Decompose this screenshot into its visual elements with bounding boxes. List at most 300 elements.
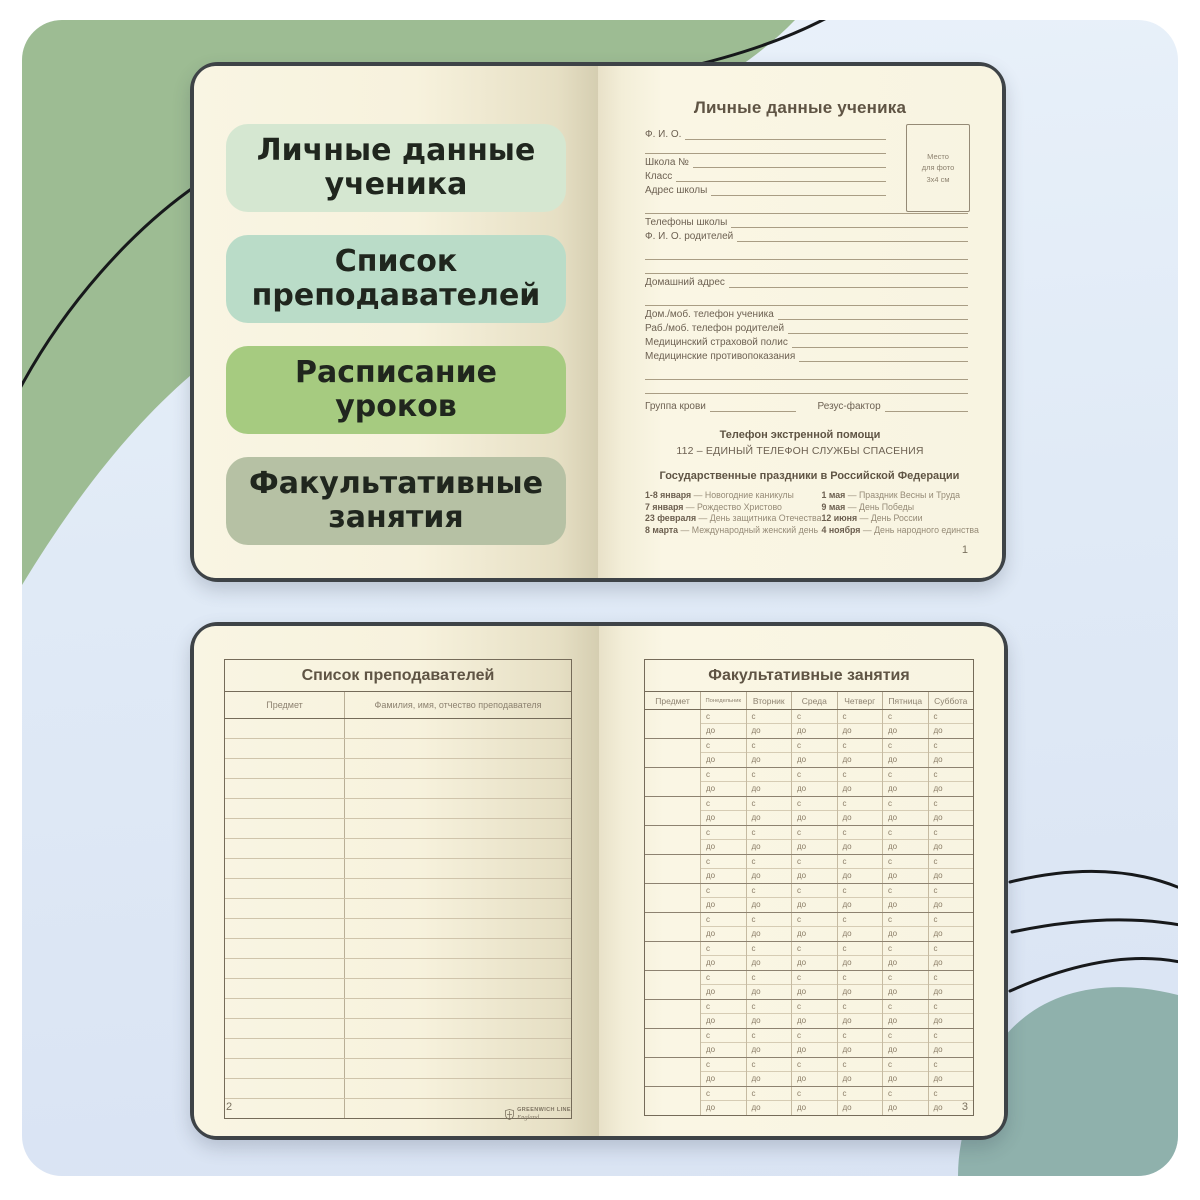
time-to-cell: до (888, 958, 898, 967)
page-title: Личные данные ученика (693, 98, 907, 117)
time-from-cell: с (838, 768, 883, 782)
holiday-name: — Новогодние каникулы (691, 490, 794, 500)
day-cell (700, 1029, 746, 1057)
time-to-cell: до (797, 871, 807, 880)
time-from-cell: с (701, 971, 746, 985)
teachers-list-page (194, 626, 599, 1136)
form-field-line (645, 379, 968, 394)
day-cell (837, 1000, 883, 1028)
form-row (645, 246, 968, 260)
form-field-label: Ф. И. О. родителей (645, 231, 734, 242)
time-to-cell: до (842, 900, 852, 909)
time-from-cell: с (883, 710, 928, 724)
time-to-cell: до (933, 1016, 943, 1025)
day-cell (882, 1000, 928, 1028)
elective-row (645, 1058, 973, 1087)
teacher-name-cell (345, 799, 571, 818)
day-cell (928, 913, 974, 941)
time-from-cell: с (701, 884, 746, 898)
form-field-line (731, 213, 968, 228)
time-from-cell: с (883, 768, 928, 782)
day-cell (700, 942, 746, 970)
section-label-list (194, 66, 598, 545)
subject-cell (225, 899, 345, 918)
time-from-cell: с (838, 942, 883, 956)
section-label: Факультативные занятия (226, 457, 566, 545)
form-field-label: Школа № (645, 157, 689, 168)
time-to-cell: до (751, 726, 761, 735)
holiday-item (822, 513, 979, 525)
holiday-date: 23 февраля (645, 513, 697, 523)
subject-cell (645, 1058, 700, 1086)
day-cell (791, 739, 837, 767)
day-cell (746, 1029, 792, 1057)
time-from-cell: с (701, 1087, 746, 1101)
teacher-name-cell (345, 1039, 571, 1058)
form-field-label: Медицинские противопоказания (645, 351, 796, 362)
time-to-cell: до (933, 929, 943, 938)
time-to-cell: до (751, 987, 761, 996)
time-from-cell: с (838, 1000, 883, 1014)
table-row (225, 939, 571, 959)
teacher-name-cell (345, 959, 571, 978)
time-from-cell: с (929, 826, 974, 840)
table-row (225, 739, 571, 759)
time-to-cell: до (751, 1103, 761, 1112)
day-cell (928, 971, 974, 999)
subject-cell (225, 1039, 345, 1058)
form-row (645, 398, 968, 412)
time-from-cell: с (792, 826, 837, 840)
holiday-item (645, 502, 822, 514)
form-field-label: Адрес школы (645, 185, 708, 196)
time-to-cell: до (706, 813, 716, 822)
subject-cell (645, 768, 700, 796)
time-to-cell: до (797, 784, 807, 793)
elective-row (645, 942, 973, 971)
form-field (645, 398, 796, 412)
teachers-table-body (225, 719, 571, 1118)
time-to-cell: до (751, 900, 761, 909)
holiday-name: — День России (857, 513, 923, 523)
day-cell (700, 710, 746, 738)
time-from-cell: с (701, 942, 746, 956)
form-row (645, 168, 968, 182)
day-cell (882, 1029, 928, 1057)
form-field-line (737, 227, 968, 242)
time-to-cell: до (797, 1074, 807, 1083)
holiday-date: 12 июня (821, 513, 858, 523)
day-cell (791, 913, 837, 941)
time-to-cell: до (842, 755, 852, 764)
time-from-cell: с (929, 1000, 974, 1014)
time-to-cell: до (751, 871, 761, 880)
time-from-cell: с (883, 1000, 928, 1014)
time-to-cell: до (706, 784, 716, 793)
time-to-cell: до (706, 1045, 716, 1054)
day-cell (837, 797, 883, 825)
elective-row (645, 797, 973, 826)
day-cell (928, 797, 974, 825)
subject-cell (645, 797, 700, 825)
subject-cell (225, 839, 345, 858)
day-cell (791, 797, 837, 825)
time-to-cell: до (933, 813, 943, 822)
time-to-cell: до (933, 871, 943, 880)
time-from-cell: с (792, 913, 837, 927)
day-cell (928, 942, 974, 970)
elective-row (645, 855, 973, 884)
day-cell (928, 768, 974, 796)
column-day: Среда (791, 692, 837, 709)
time-from-cell: с (701, 855, 746, 869)
time-from-cell: с (929, 913, 974, 927)
day-cell (837, 855, 883, 883)
time-to-cell: до (706, 929, 716, 938)
subject-cell (645, 739, 700, 767)
time-to-cell: до (888, 842, 898, 851)
time-from-cell: с (792, 710, 837, 724)
time-from-cell: с (747, 971, 792, 985)
day-cell (746, 1087, 792, 1115)
time-to-cell: до (842, 987, 852, 996)
elective-row (645, 884, 973, 913)
form-field-line (778, 305, 968, 320)
elective-row (645, 1029, 973, 1058)
table-row (225, 1079, 571, 1099)
form-field-line (645, 259, 968, 274)
day-cell (746, 768, 792, 796)
time-to-cell: до (751, 842, 761, 851)
day-cell (837, 710, 883, 738)
time-to-cell: до (842, 1045, 852, 1054)
teachers-table (224, 659, 572, 1119)
photo-placeholder-line: для фото (921, 163, 955, 173)
teacher-name-cell (345, 1059, 571, 1078)
subject-cell (645, 884, 700, 912)
elective-row (645, 739, 973, 768)
time-from-cell: с (838, 710, 883, 724)
time-from-cell: с (701, 797, 746, 811)
day-cell (882, 739, 928, 767)
time-to-cell: до (706, 871, 716, 880)
day-cell (882, 884, 928, 912)
form-field-label: Группа крови (645, 401, 706, 412)
time-from-cell: с (701, 1000, 746, 1014)
subject-cell (225, 1059, 345, 1078)
time-to-cell: до (888, 1103, 898, 1112)
time-from-cell: с (701, 710, 746, 724)
brand-name: GREENWICH LINE (517, 1107, 571, 1113)
day-cell (882, 942, 928, 970)
table-row (225, 719, 571, 739)
time-from-cell: с (747, 1000, 792, 1014)
day-cell (746, 913, 792, 941)
column-subject: Предмет (655, 695, 690, 706)
form-field-line (645, 199, 968, 214)
time-to-cell: до (933, 987, 943, 996)
table-row (225, 959, 571, 979)
elective-row (645, 913, 973, 942)
subject-cell (225, 779, 345, 798)
time-to-cell: до (706, 900, 716, 909)
time-from-cell: с (929, 768, 974, 782)
time-to-cell: до (797, 842, 807, 851)
holiday-name: — День защитника Отечества (696, 513, 822, 523)
time-from-cell: с (929, 884, 974, 898)
time-to-cell: до (888, 1074, 898, 1083)
subject-cell (645, 1029, 700, 1057)
form-field-line (645, 291, 968, 306)
time-from-cell: с (701, 1029, 746, 1043)
day-cell (928, 710, 974, 738)
elective-row (645, 1000, 973, 1029)
table-row (225, 759, 571, 779)
teacher-name-cell (345, 719, 571, 738)
day-cell (746, 942, 792, 970)
time-from-cell: с (747, 797, 792, 811)
day-cell (837, 768, 883, 796)
holiday-item (645, 490, 822, 502)
arc-line-3 (1010, 959, 1178, 991)
time-to-cell: до (797, 726, 807, 735)
time-from-cell: с (792, 739, 837, 753)
time-from-cell: с (838, 1087, 883, 1101)
holiday-date: 1 мая (821, 490, 846, 500)
day-cell (837, 1058, 883, 1086)
day-cell (837, 971, 883, 999)
day-cell (882, 1087, 928, 1115)
subject-cell (225, 719, 345, 738)
arc-line-2 (1012, 920, 1178, 932)
form-field-line (693, 153, 886, 168)
teacher-name-cell (345, 999, 571, 1018)
table-row (225, 1039, 571, 1059)
time-to-cell: до (842, 842, 852, 851)
day-cell (746, 739, 792, 767)
time-to-cell: до (933, 726, 943, 735)
teacher-name-cell (345, 819, 571, 838)
time-to-cell: до (797, 958, 807, 967)
day-cell (700, 1087, 746, 1115)
electives-table-body (645, 710, 973, 1115)
form-field-line (710, 397, 796, 412)
day-cell (928, 884, 974, 912)
time-to-cell: до (751, 1074, 761, 1083)
form-row (645, 348, 968, 362)
time-from-cell: с (883, 739, 928, 753)
time-from-cell: с (747, 1058, 792, 1072)
time-to-cell: до (797, 987, 807, 996)
form-field-line (711, 181, 886, 196)
time-to-cell: до (797, 1045, 807, 1054)
table-row (225, 899, 571, 919)
subject-cell (645, 1087, 700, 1115)
personal-data-form (645, 126, 968, 412)
time-from-cell: с (929, 1087, 974, 1101)
time-from-cell: с (747, 710, 792, 724)
time-to-cell: до (888, 1045, 898, 1054)
day-cell (700, 913, 746, 941)
day-cell (791, 1087, 837, 1115)
form-row (645, 292, 968, 306)
form-row (645, 334, 968, 348)
form-field-line (885, 397, 968, 412)
form-row (645, 182, 968, 196)
time-from-cell: с (838, 739, 883, 753)
form-field-label: Дом./моб. телефон ученика (645, 309, 774, 320)
time-from-cell: с (792, 797, 837, 811)
day-cell (791, 855, 837, 883)
day-cell (746, 884, 792, 912)
form-field-label: Ф. И. О. (645, 129, 682, 140)
time-from-cell: с (883, 1058, 928, 1072)
day-cell (882, 797, 928, 825)
time-to-cell: до (888, 929, 898, 938)
day-cell (928, 1029, 974, 1057)
crest-icon (505, 1109, 514, 1120)
day-cell (791, 884, 837, 912)
holiday-item (822, 490, 979, 502)
day-cell (791, 1058, 837, 1086)
holiday-item (822, 525, 979, 537)
time-from-cell: с (929, 710, 974, 724)
table-row (225, 819, 571, 839)
page-number: 3 (961, 1101, 968, 1113)
time-to-cell: до (706, 1074, 716, 1083)
time-from-cell: с (792, 1058, 837, 1072)
section-label: Список преподавателей (226, 235, 566, 323)
day-cell (700, 826, 746, 854)
day-cell (746, 797, 792, 825)
time-to-cell: до (706, 726, 716, 735)
day-cell (791, 826, 837, 854)
day-cell (791, 971, 837, 999)
day-cell (700, 971, 746, 999)
time-from-cell: с (747, 1029, 792, 1043)
elective-row (645, 826, 973, 855)
day-cell (746, 855, 792, 883)
form-row (645, 320, 968, 334)
subject-cell (225, 859, 345, 878)
day-cell (700, 884, 746, 912)
elective-row (645, 710, 973, 739)
subject-cell (645, 710, 700, 738)
day-cell (928, 739, 974, 767)
time-to-cell: до (706, 1103, 716, 1112)
time-from-cell: с (701, 826, 746, 840)
time-to-cell: до (706, 1016, 716, 1025)
column-day: Пятница (882, 692, 928, 709)
subject-cell (645, 1000, 700, 1028)
day-cell (882, 768, 928, 796)
time-from-cell: с (701, 1058, 746, 1072)
column-day: Понедельник (700, 692, 746, 709)
time-to-cell: до (888, 871, 898, 880)
time-to-cell: до (842, 1074, 852, 1083)
teacher-name-cell (345, 1019, 571, 1038)
arc-line-1 (1010, 871, 1178, 888)
section-label: Личные данные ученика (226, 124, 566, 212)
time-from-cell: с (747, 942, 792, 956)
day-cell (700, 739, 746, 767)
photo-placeholder-line: 3х4 см (926, 174, 950, 184)
subject-cell (225, 759, 345, 778)
column-day: Четверг (837, 692, 883, 709)
table-row (225, 879, 571, 899)
holiday-item (645, 525, 822, 537)
time-from-cell: с (792, 971, 837, 985)
time-from-cell: с (792, 768, 837, 782)
holiday-date: 7 января (645, 501, 684, 512)
time-from-cell: с (883, 797, 928, 811)
time-to-cell: до (842, 1103, 852, 1112)
electives-table (644, 659, 974, 1116)
day-cell (746, 826, 792, 854)
time-from-cell: с (747, 913, 792, 927)
table-row (225, 799, 571, 819)
form-row (645, 214, 968, 228)
time-from-cell: с (792, 884, 837, 898)
personal-data-page (598, 66, 1002, 578)
table-row (225, 919, 571, 939)
day-cell (700, 1000, 746, 1028)
time-to-cell: до (751, 813, 761, 822)
time-from-cell: с (883, 1029, 928, 1043)
time-from-cell: с (929, 942, 974, 956)
subject-cell (225, 739, 345, 758)
time-to-cell: до (842, 813, 852, 822)
time-to-cell: до (842, 784, 852, 793)
column-teacher-name: Фамилия, имя, отчество преподавателя (374, 700, 542, 710)
day-cell (837, 739, 883, 767)
day-cell (791, 942, 837, 970)
time-to-cell: до (751, 958, 761, 967)
table-row (225, 979, 571, 999)
diary-spread-top (190, 62, 1006, 582)
day-cell (791, 1000, 837, 1028)
time-from-cell: с (838, 826, 883, 840)
time-from-cell: с (747, 739, 792, 753)
elective-row (645, 1087, 973, 1115)
day-cell (791, 710, 837, 738)
subject-cell (225, 979, 345, 998)
time-to-cell: до (706, 987, 716, 996)
day-cell (837, 884, 883, 912)
teacher-name-cell (345, 839, 571, 858)
holidays-title: Государственные праздники в Российской Федерации (659, 470, 960, 482)
diary-spread-bottom (190, 622, 1008, 1140)
subject-cell (645, 855, 700, 883)
table-row (225, 999, 571, 1019)
form-row (645, 228, 968, 242)
time-to-cell: до (751, 1045, 761, 1054)
form-field-line (645, 365, 968, 380)
time-from-cell: с (883, 1087, 928, 1101)
holidays-column-right (822, 490, 979, 536)
time-from-cell: с (838, 913, 883, 927)
day-cell (882, 826, 928, 854)
subject-cell (645, 826, 700, 854)
time-from-cell: с (838, 971, 883, 985)
day-cell (837, 826, 883, 854)
time-to-cell: до (797, 929, 807, 938)
time-from-cell: с (883, 971, 928, 985)
day-cell (746, 710, 792, 738)
time-from-cell: с (883, 913, 928, 927)
teacher-name-cell (345, 859, 571, 878)
time-from-cell: с (929, 971, 974, 985)
